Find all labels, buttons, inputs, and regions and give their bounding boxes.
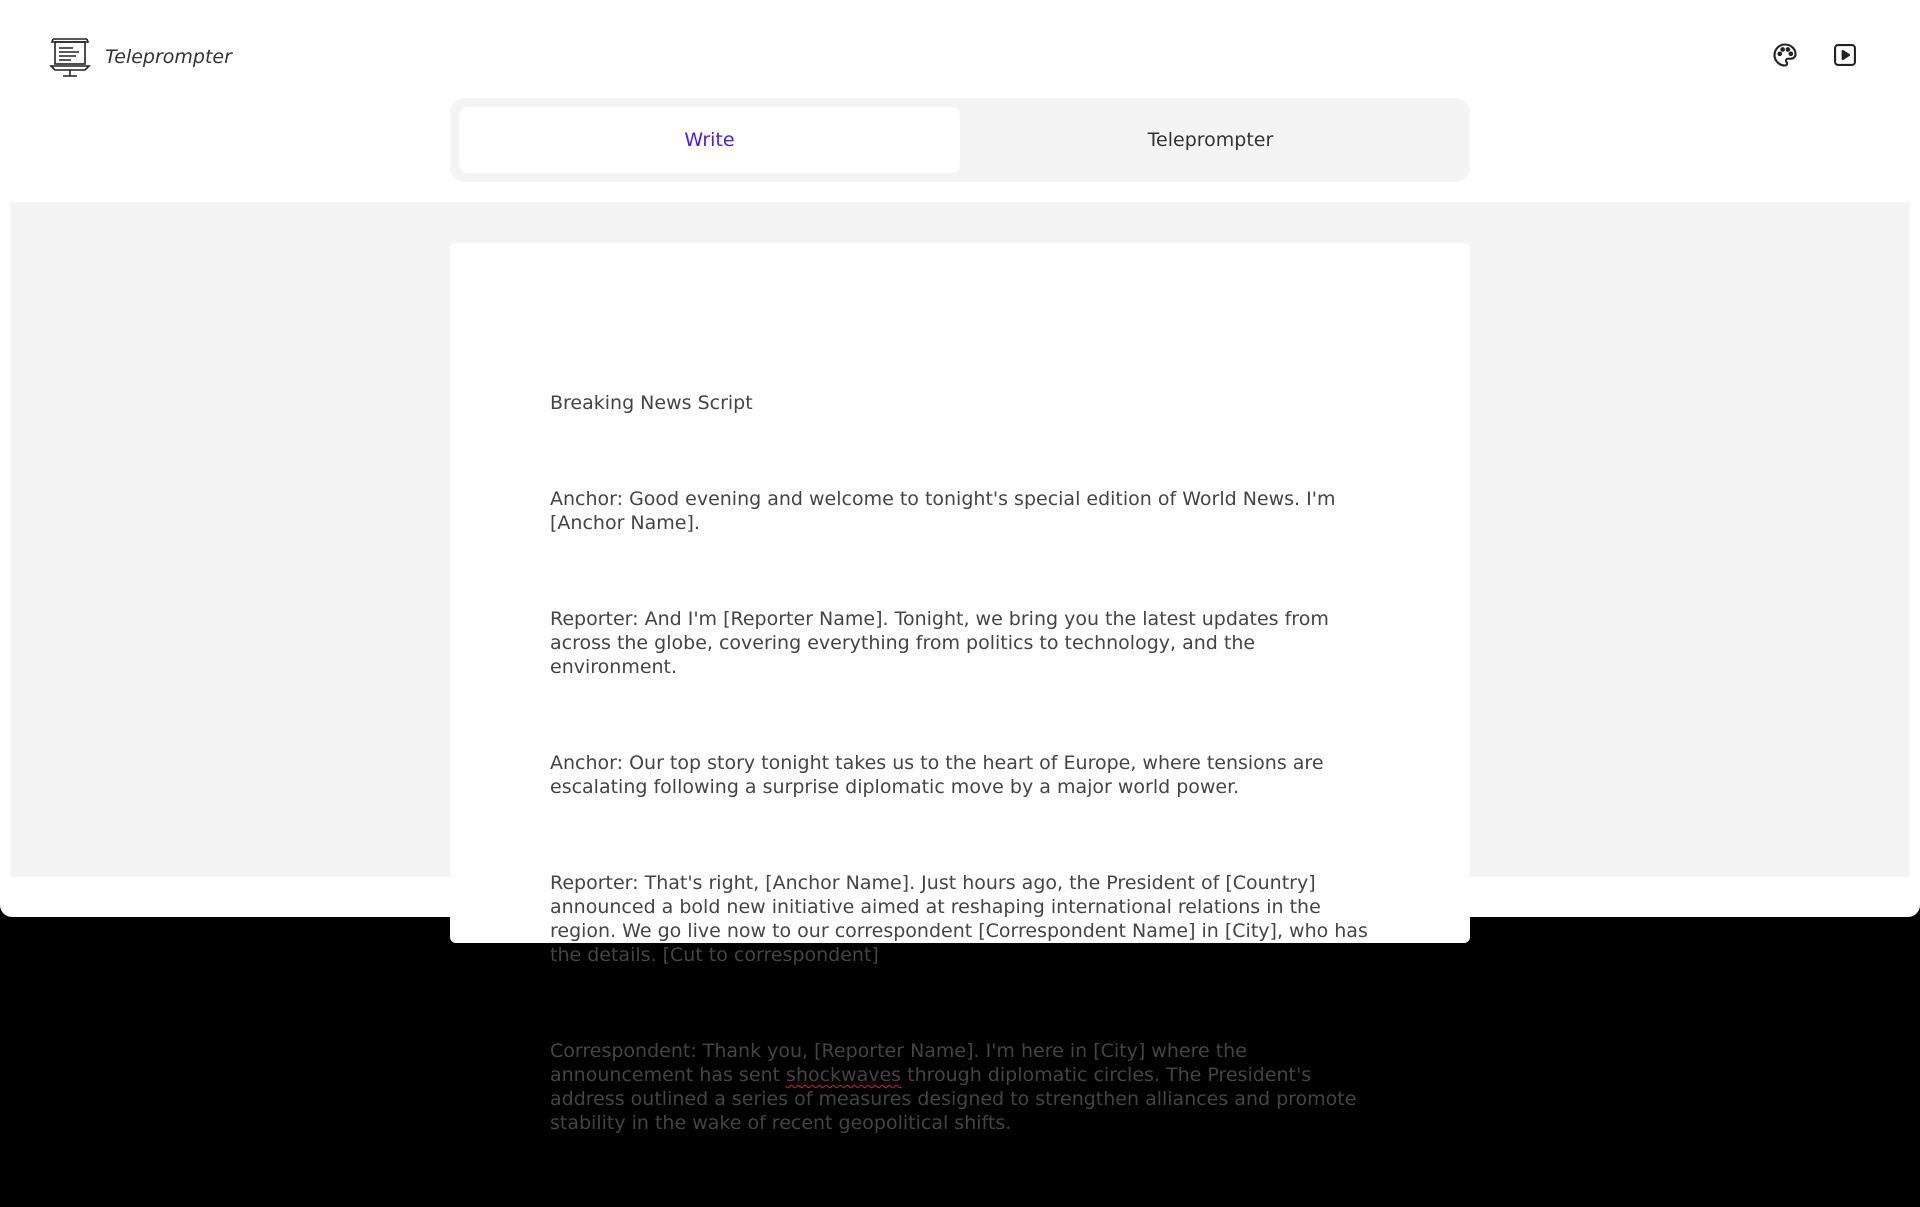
teleprompter-logo-icon — [49, 36, 91, 78]
app-title: Teleprompter — [105, 46, 232, 68]
script-title: Breaking News Script — [550, 392, 753, 414]
script-paragraph: Reporter: And I'm [Reporter Name]. Tonight, we bring you the latest updates from across the globe, covering everything from politics to technology, and the environment. — [550, 608, 1335, 678]
misspelled-word[interactable]: shockwaves — [786, 1064, 902, 1086]
script-paragraph — [550, 1039, 1370, 1135]
play-button[interactable] — [1830, 40, 1860, 70]
tab-teleprompter[interactable]: Teleprompter — [1147, 129, 1274, 151]
palette-button[interactable] — [1770, 40, 1800, 70]
script-text-segment: Correspondent: Thank you, [Reporter Name]. I'm here in [City] where the announcement has sent — [550, 1040, 1253, 1086]
header — [0, 0, 1920, 110]
content-area — [10, 202, 1910, 1134]
brand[interactable] — [49, 36, 232, 78]
script-editor[interactable] — [450, 243, 1470, 1134]
palette-icon — [1771, 41, 1799, 69]
script-paragraph: Anchor: Our top story tonight takes us to the heart of Europe, where tensions are escalating following a surprise diplomatic move by a major world power. — [550, 752, 1330, 798]
header-actions — [1770, 40, 1860, 70]
script-paragraph: Anchor: Good evening and welcome to tonight's special edition of World News. I'm [Anchor Name]. — [550, 488, 1342, 534]
play-icon — [1831, 41, 1859, 69]
tab-write[interactable]: Write — [459, 107, 960, 173]
mode-tabs — [450, 98, 1470, 182]
script-text[interactable] — [550, 343, 1374, 1207]
script-paragraph: Reporter: That's right, [Anchor Name]. Just hours ago, the President of [Country] announced a bold new initiative aimed at reshaping international relations in the region. We go live now to our correspondent [Correspondent Name] in [City], who has the details. [Cut to correspondent] — [550, 872, 1374, 966]
script-text-segment: through diplomatic circles. The President's address outlined a series of measures designed to strengthen alliances and promote stability in the wake of recent geopolitical shifts. — [550, 1064, 1363, 1134]
